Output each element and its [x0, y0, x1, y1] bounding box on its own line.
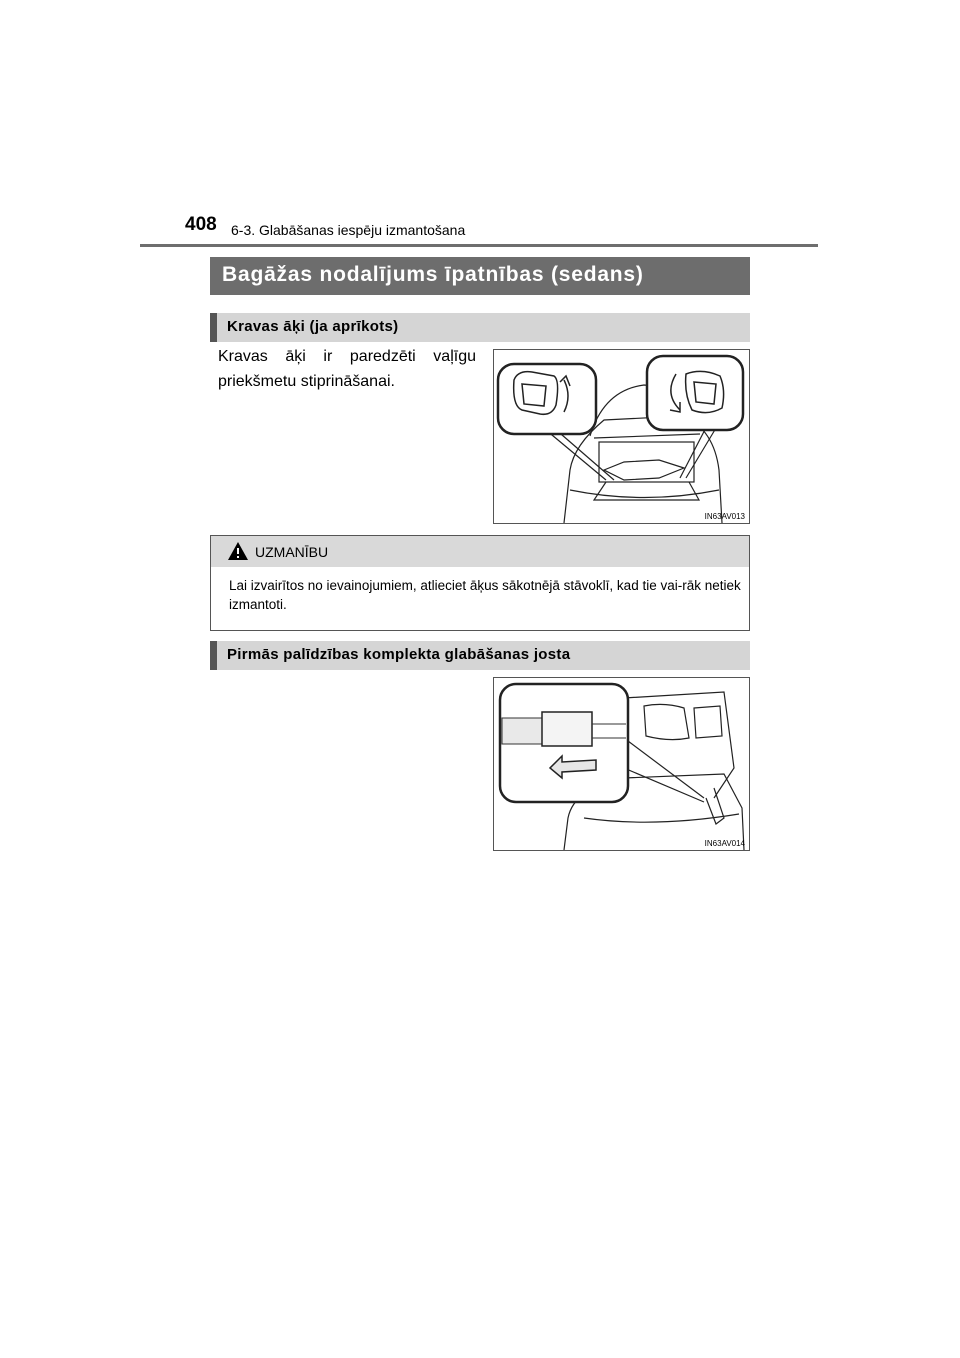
page-title-banner: Bagāžas nodalījums īpatnības (sedans): [210, 257, 750, 295]
first-aid-illustration: [493, 677, 750, 851]
section-breadcrumb: 6-3. Glabāšanas iespēju izmantošana: [231, 222, 466, 238]
cargo-hooks-heading: Kravas āķi (ja aprīkots): [210, 313, 750, 342]
figure-code: IN63AV014: [704, 839, 745, 848]
cargo-hooks-description: Kravas āķi ir paredzēti vaļīgu priekšmetu stiprināšanai.: [218, 348, 476, 390]
cargo-hooks-illustration: [493, 349, 750, 524]
first-aid-heading: Pirmās palīdzības komplekta glabāšanas josta: [210, 641, 750, 670]
header-divider: [140, 244, 818, 247]
figure-code: IN63AV013: [704, 512, 745, 521]
caution-title: UZMANĪBU: [255, 544, 329, 560]
caution-text: Lai izvairītos no ievainojumiem, atlieciet āķus sākotnējā stāvoklī, kad tie vai-rāk netiek izmantoti.: [229, 578, 741, 612]
first-aid-belt-drawing: [494, 678, 749, 850]
trunk-hooks-drawing: [494, 350, 749, 523]
caution-box: [210, 535, 750, 631]
page-number: 408: [185, 214, 217, 235]
warning-triangle-icon: [227, 541, 249, 561]
